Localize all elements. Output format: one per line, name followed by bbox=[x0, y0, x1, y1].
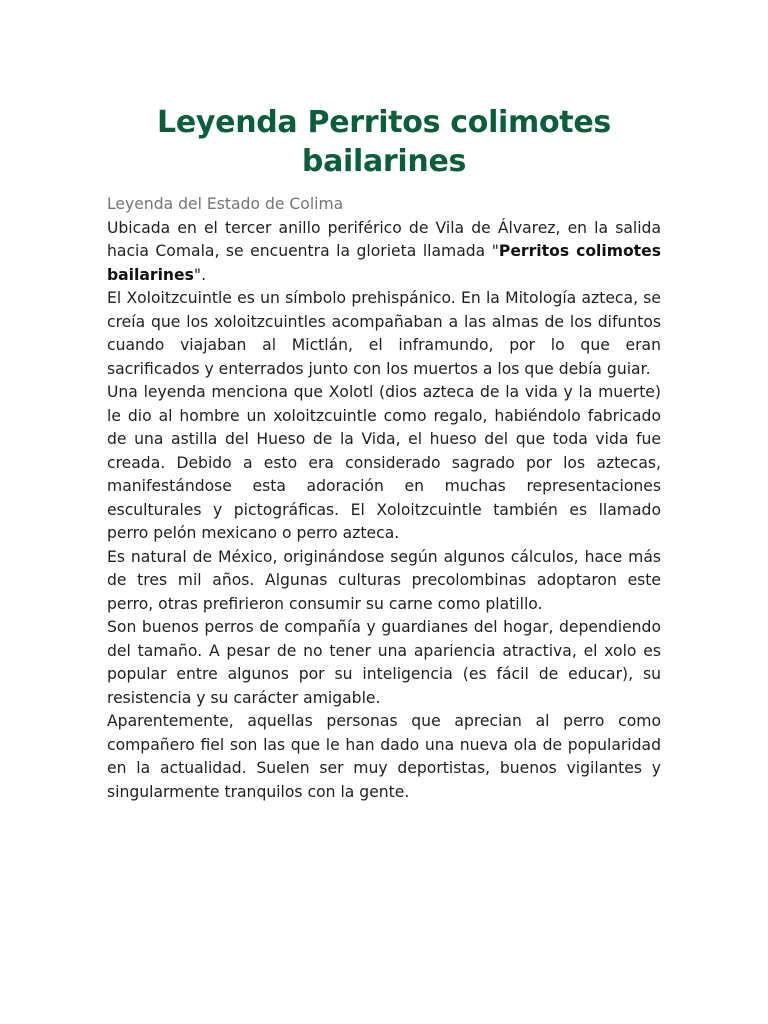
monument-name: Perritos colimotes bailarines bbox=[107, 242, 661, 284]
document-page bbox=[107, 103, 661, 804]
paragraph-origin: Es natural de México, originándose según algunos cálculos, hace más de tres mil años. Algunas culturas precolombinas adoptaron este perro, otras prefirieron consumir su carne como platillo. bbox=[107, 547, 661, 613]
paragraph-legend: Una leyenda menciona que Xolotl (dios azteca de la vida y la muerte) le dio al hombre un xoloitzcuintle como regalo, habiéndolo fabricado de una astilla del Hueso de la Vida, el hueso del que toda vida fue creada. Debido a esto era considerado sagrado por los aztecas, manifestándose esta adoración en muchas representaciones esculturales y pictográficas. El Xoloitzcuintle también es llamado perro pelón mexicano o perro azteca. bbox=[107, 383, 661, 542]
subtitle: Leyenda del Estado de Colima bbox=[107, 195, 344, 213]
paragraph-popularity: Aparentemente, aquellas personas que aprecian al perro como compañero fiel son las que le han dado una nueva ola de popularidad en la actualidad. Suelen ser muy deportistas, buenos vigilantes y singularmente tranquilos con la gente. bbox=[107, 712, 661, 801]
paragraph-location-end: ". bbox=[193, 265, 207, 284]
paragraph-location bbox=[107, 217, 661, 288]
paragraph-companion: Son buenos perros de compañía y guardianes del hogar, dependiendo del tamaño. A pesar de no tener una apariencia atractiva, el xolo es popular entre algunos por su inteligencia (es fácil de educar), su resistencia y su carácter amigable. bbox=[107, 618, 661, 707]
paragraph-mythology: El Xoloitzcuintle es un símbolo prehispánico. En la Mitología azteca, se creía que los xoloitzcuintles acompañaban a las almas de los difuntos cuando viajaban al Mictlán, el inframundo, por lo que eran sacrificados y enterrados junto con los muertos a los que debía guiar. bbox=[107, 289, 661, 378]
paragraph-location-text: Ubicada en el tercer anillo periférico de Vila de Álvarez, en la salida hacia Comala, se encuentra la glorieta llamada " bbox=[107, 218, 661, 260]
page-title: Leyenda Perritos colimotes bailarines bbox=[157, 105, 611, 179]
